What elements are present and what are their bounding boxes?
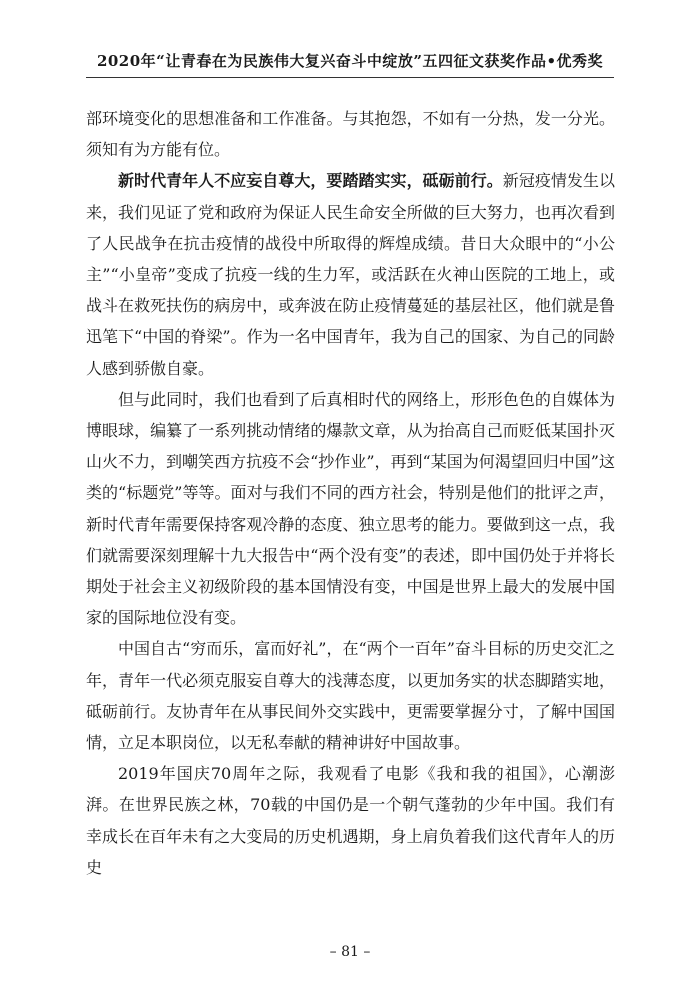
page-number: – 81 –: [329, 944, 371, 960]
paragraph: [86, 633, 615, 758]
paragraph: [86, 103, 615, 165]
paragraph: [86, 165, 615, 383]
paragraph-lead-sentence: 新时代青年人不应妄自尊大，要踏踏实实，砥砺前行。: [118, 171, 503, 191]
paragraph: [86, 758, 615, 883]
page-header-title: 2020年“让青春在为民族伟大复兴奋斗中绽放”五四征文获奖作品•优秀奖: [96, 52, 604, 70]
paragraph-text: 中国自古“穷而乐，富而好礼”，在“两个一百年”奋斗目标的历史交汇之年，青年一代必须克服妄自尊大的浅薄态度，以更加务实的状态脚踏实地，砥砺前行。友协青年在从事民间外交实践中，更需要掌握分寸，了解中国国情，立足本职岗位，以无私奉献的精神讲好中国故事。: [86, 639, 615, 753]
article-body: [86, 103, 615, 883]
paragraph-text: 但与此同时，我们也看到了后真相时代的网络上，形形色色的自媒体为博眼球，编纂了一系列挑动情绪的爆款文章，从为抬高自己而贬低某国扑灭山火不力，到嘲笑西方抗疫不会“抄作业”，再到“某国为何渴望回归中国”这类的“标题党”等等。面对与我们不同的西方社会，特别是他们的批评之声，新时代青年需要保持客观冷静的态度、独立思考的能力。要做到这一点，我们就需要深刻理解十九大报告中“两个没有变”的表述，即中国仍处于并将长期处于社会主义初级阶段的基本国情没有变，中国是世界上最大的发展中国家的国际地位没有变。: [86, 389, 615, 628]
paragraph: [86, 384, 615, 634]
header-divider: [86, 77, 614, 78]
paragraph-text: 2019年国庆70周年之际，我观看了电影《我和我的祖国》，心潮澎湃。在世界民族之林，70载的中国仍是一个朝气蓬勃的少年中国。我们有幸成长在百年未有之大变局的历史机遇期，身上肩负着我们这代青年人的历史: [86, 764, 615, 877]
paragraph-text: 部环境变化的思想准备和工作准备。与其抱怨，不如有一分热，发一分光。须知有为方能有位。: [86, 109, 615, 160]
paragraph-text: 新冠疫情发生以来，我们见证了党和政府为保证人民生命安全所做的巨大努力，也再次看到了人民战争在抗击疫情的战役中所取得的辉煌成绩。昔日大众眼中的“小公主”“小皇帝”变成了抗疫一线的生力军，或活跃在火神山医院的工地上，或战斗在救死扶伤的病房中，或奔波在防止疫情蔓延的基层社区，他们就是鲁迅笔下“中国的脊梁”。作为一名中国青年，我为自己的国家、为自己的同龄人感到骄傲自豪。: [86, 171, 615, 378]
